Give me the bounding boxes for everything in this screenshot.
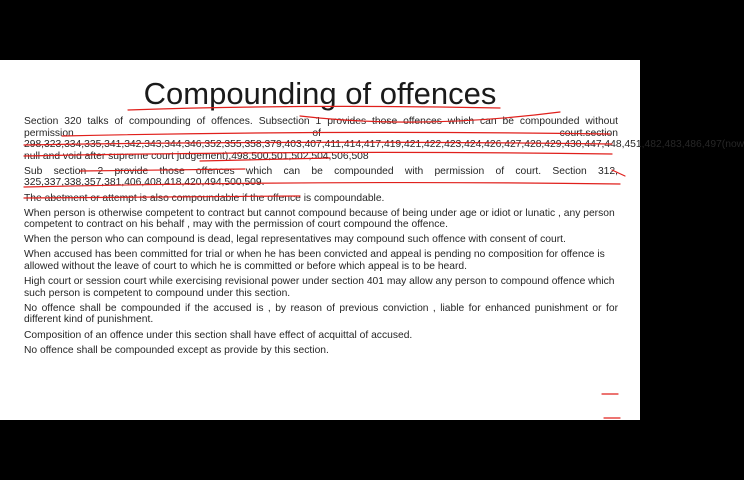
paragraph-incompetent-person: When person is otherwise competent to contract but cannot compound because of being under age or idiot or lunatic , any person competent to contract on his behalf , may with the permission of court compound the offence. [24, 207, 615, 231]
slide-body [24, 116, 744, 360]
paragraph-abetment: The abetment or attempt is also compoundable if the offence is compoundable. [24, 192, 385, 204]
paragraph-no-other-compounding: No offence shall be compounded except as provide by this section. [24, 344, 329, 356]
paragraph-acquittal-effect: Composition of an offence under this section shall have effect of acquittal of accused. [24, 329, 413, 341]
paragraph-previous-conviction: No offence shall be compounded if the accused is , by reason of previous conviction , liable for enhanced punishment or for different kind of punishment. [24, 302, 618, 326]
paragraph-deceased-person: When the person who can compound is dead, legal representatives may compound such offence with consent of court. [24, 234, 566, 246]
paragraph-committed-for-trial: When accused has been committed for trial or when he has been convicted and appeal is pending no composition for offence is allowed without the leave of court to which he is committed or before which appeal is to be heard. [24, 249, 605, 273]
paragraph-subsection-1: Section 320 talks of compounding of offences. Subsection 1 provides those offences which can be compounded without permission of court.section 298,323,334,335,341,342,343,344,346,352,355,358,379,403,407,411,414,417,419,421,422,423,424,426,427,428,429,430,447,448,451,482,483,486,497(now null and void after supreme court judgement),498,500,501,502,504,506,508 [24, 116, 744, 162]
slide-title: Compounding of offences [143, 76, 497, 111]
paragraph-subsection-2: Sub section 2 provide those offences which can be compounded with permission of court. Section 312, 325,337,338,357,381,406,408,418,420,494,500,509. [24, 165, 618, 189]
paragraph-revisional-power: High court or session court while exercising revisional power under section 401 may allow any person to compound offence which such person is competent to compound under this section. [24, 276, 615, 299]
slide [0, 60, 744, 420]
